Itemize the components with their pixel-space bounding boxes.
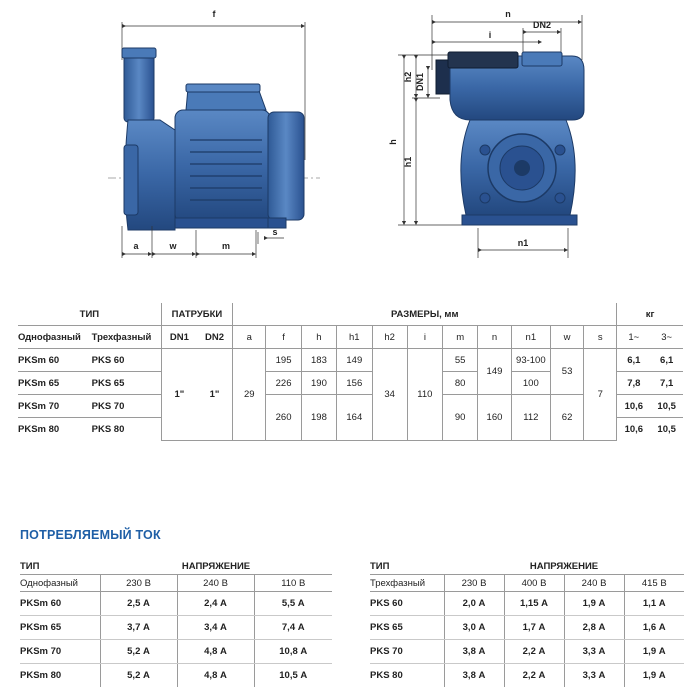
current-cell: 3,8 А — [444, 664, 504, 688]
dn2-cell: 1" — [197, 349, 233, 441]
i-cell: 110 — [407, 349, 442, 441]
n1-cell: 93-100 — [511, 349, 550, 372]
dim-h1-label: h1 — [403, 156, 413, 168]
current-cell: 1,9 А — [564, 592, 624, 616]
kg1-cell: 6,1 — [617, 349, 651, 372]
dim-n1-label: n1 — [517, 238, 529, 248]
subheader-cell: m — [443, 326, 478, 349]
subheader-cell: h1 — [337, 326, 372, 349]
table-row — [20, 664, 332, 688]
kg3-cell: 10,5 — [650, 395, 683, 418]
n-cell: 149 — [478, 349, 511, 395]
current-cell: 1,9 А — [624, 664, 684, 688]
model-cell: PKSm 80 — [20, 670, 62, 681]
dim-dn1-label: DN1 — [415, 72, 425, 92]
hdr-razmery: РАЗМЕРЫ, мм — [233, 303, 617, 326]
f-cell: 195 — [266, 349, 301, 372]
dim-n-label: n — [505, 9, 511, 19]
phase-label: Трехфазный — [370, 575, 444, 592]
model-cell: PKS 80 — [91, 423, 125, 435]
current-cell: 2,0 А — [444, 592, 504, 616]
subheader-cell: h — [301, 326, 336, 349]
current-cell: 7,4 А — [254, 616, 332, 640]
current-cell: 5,2 А — [100, 664, 177, 688]
side-view — [388, 9, 584, 258]
hdr-tip: ТИП — [18, 303, 161, 326]
hdr-patrubki: ПАТРУБКИ — [161, 303, 232, 326]
current-cell: 2,4 А — [177, 592, 254, 616]
f-cell: 226 — [266, 372, 301, 395]
voltage-header: 400 В — [504, 575, 564, 592]
model-cell: PKSm 60 — [18, 349, 92, 372]
model-cell: PKSm 65 — [18, 372, 92, 395]
model-cell: PKSm 65 — [20, 616, 100, 640]
h1-cell: 149 — [337, 349, 372, 372]
current-cell: 2,2 А — [504, 664, 564, 688]
subheader-cell: a — [233, 326, 266, 349]
cur-right-napr: НАПРЯЖЕНИЕ — [444, 558, 684, 575]
dim-i-label: i — [488, 30, 492, 40]
voltage-header: 230 В — [100, 575, 177, 592]
subheader-cell: DN1 — [161, 326, 197, 349]
w-cell: 53 — [550, 349, 583, 395]
model-cell: PKS 60 — [92, 349, 162, 372]
dim-w-label: w — [169, 241, 177, 251]
m-cell: 90 — [443, 395, 478, 441]
h-cell: 183 — [301, 349, 336, 372]
dim-m-label: m — [221, 241, 231, 251]
subheader-cell: f — [266, 326, 301, 349]
voltage-header: 240 В — [177, 575, 254, 592]
kg1-cell: 10,6 — [617, 418, 651, 441]
subheader-cell: n1 — [511, 326, 550, 349]
subheader-cell: n — [478, 326, 511, 349]
current-cell: 5,5 А — [254, 592, 332, 616]
n1-cell: 112 — [511, 395, 550, 441]
current-table-three-phase — [370, 558, 684, 687]
voltage-header: 110 В — [254, 575, 332, 592]
current-cell: 1,7 А — [504, 616, 564, 640]
table-row — [20, 616, 332, 640]
kg3-cell: 7,1 — [650, 372, 683, 395]
table-row — [370, 640, 684, 664]
subheader-cell: w — [550, 326, 583, 349]
n1-cell: 100 — [511, 372, 550, 395]
cur-left-napr: НАПРЯЖЕНИЕ — [100, 558, 332, 575]
current-cell: 1,1 А — [624, 592, 684, 616]
s-cell: 7 — [584, 349, 617, 441]
model-cell: PKSm 70 — [20, 640, 100, 664]
a-cell: 29 — [233, 349, 266, 441]
kg1-cell: 7,8 — [617, 372, 651, 395]
dn1-cell: 1" — [161, 349, 197, 441]
table-row — [18, 395, 683, 418]
dimensions-table — [18, 303, 683, 441]
h-cell: 198 — [301, 395, 336, 441]
model-cell: PKS 60 — [370, 592, 444, 616]
dim-h-label: h — [388, 139, 398, 145]
voltage-header: 240 В — [564, 575, 624, 592]
current-cell: 2,5 А — [100, 592, 177, 616]
model-cell: PKSm 70 — [18, 395, 92, 418]
current-cell: 3,3 А — [564, 640, 624, 664]
subheader-row — [18, 326, 683, 349]
current-cell: 1,6 А — [624, 616, 684, 640]
table-row — [370, 592, 684, 616]
subheader-cell: Трехфазный — [92, 326, 162, 349]
model-cell: PKS 70 — [92, 395, 162, 418]
model-cell: PKSm 80 — [18, 423, 60, 435]
model-cell: PKS 70 — [370, 640, 444, 664]
h1-cell: 164 — [337, 395, 372, 441]
cur-right-tip: ТИП — [370, 558, 444, 575]
current-cell: 3,8 А — [444, 640, 504, 664]
table-row — [370, 616, 684, 640]
cur-left-tip: ТИП — [20, 558, 100, 575]
model-cell: PKS 80 — [370, 670, 403, 681]
current-cell: 3,0 А — [444, 616, 504, 640]
w-cell: 62 — [550, 395, 583, 441]
front-view — [108, 9, 320, 258]
dim-h2-label: h2 — [403, 71, 413, 83]
current-cell: 3,4 А — [177, 616, 254, 640]
current-cell: 4,8 А — [177, 664, 254, 688]
hdr-kg: кг — [617, 303, 683, 326]
subheader-cell: 1~ — [617, 326, 651, 349]
current-cell: 5,2 А — [100, 640, 177, 664]
kg1-cell: 10,6 — [617, 395, 651, 418]
current-cell: 1,15 А — [504, 592, 564, 616]
table-row — [370, 664, 684, 688]
pump-drawings — [0, 0, 700, 290]
model-cell: PKS 65 — [92, 372, 162, 395]
current-cell: 2,8 А — [564, 616, 624, 640]
current-section-title: ПОТРЕБЛЯЕМЫЙ ТОК — [20, 528, 161, 542]
voltage-header: 230 В — [444, 575, 504, 592]
dim-s-label: s — [272, 227, 278, 237]
current-cell: 2,2 А — [504, 640, 564, 664]
h2-cell: 34 — [372, 349, 407, 441]
current-cell: 3,7 А — [100, 616, 177, 640]
table-row — [20, 592, 332, 616]
current-table-single-phase — [20, 558, 332, 687]
current-cell: 10,8 А — [254, 640, 332, 664]
subheader-cell: 3~ — [650, 326, 683, 349]
current-cell: 10,5 А — [254, 664, 332, 688]
voltage-header: 415 В — [624, 575, 684, 592]
h-cell: 190 — [301, 372, 336, 395]
m-cell: 80 — [443, 372, 478, 395]
subheader-cell: s — [584, 326, 617, 349]
current-cell: 3,3 А — [564, 664, 624, 688]
pump-drawing-svg — [0, 0, 700, 290]
subheader-cell: h2 — [372, 326, 407, 349]
n-cell: 160 — [478, 395, 511, 441]
current-cell: 4,8 А — [177, 640, 254, 664]
f-cell: 260 — [266, 395, 301, 441]
subheader-cell: i — [407, 326, 442, 349]
m-cell: 55 — [443, 349, 478, 372]
phase-label: Однофазный — [20, 575, 100, 592]
model-cell: PKSm 60 — [20, 592, 100, 616]
kg3-cell: 6,1 — [650, 349, 683, 372]
h1-cell: 156 — [337, 372, 372, 395]
dim-a-label: a — [133, 241, 139, 251]
subheader-cell: DN2 — [197, 326, 233, 349]
model-cell: PKS 65 — [370, 616, 444, 640]
dim-f-label: f — [212, 9, 216, 19]
table-row — [20, 640, 332, 664]
dim-dn2-label: DN2 — [532, 20, 552, 30]
kg3-cell: 10,5 — [657, 423, 676, 435]
table-row — [18, 349, 683, 372]
subheader-cell: Однофазный — [18, 326, 92, 349]
current-cell: 1,9 А — [624, 640, 684, 664]
